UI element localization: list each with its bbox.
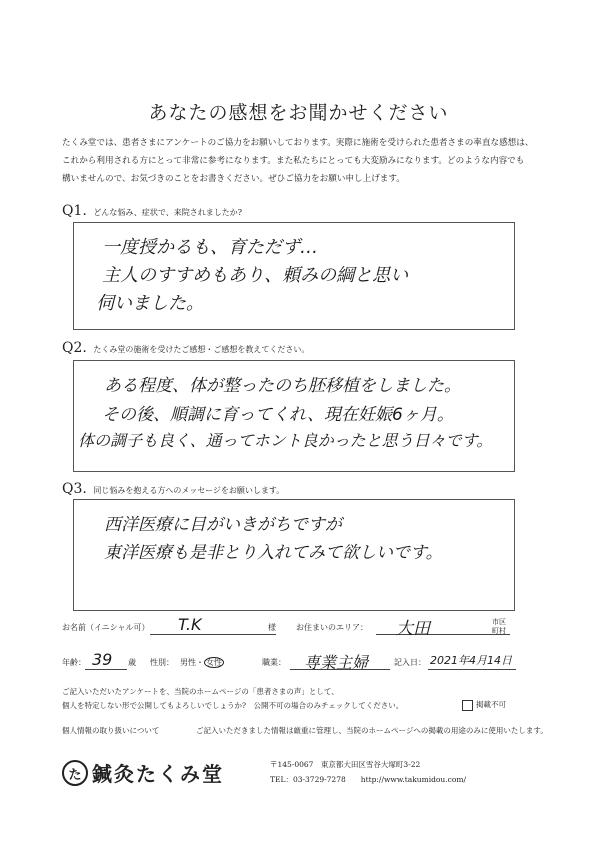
question-2	[62, 340, 309, 356]
answer-line: その後、順調に育ってくれ、現在妊娠6ヶ月。	[102, 405, 454, 425]
logo-mark: た	[68, 767, 82, 783]
date-value: 2021年4月14日	[430, 654, 512, 667]
no-publish-checkbox[interactable]	[462, 700, 473, 711]
age-label: 年齢：	[62, 658, 86, 667]
age-value: 39	[92, 650, 113, 669]
question-text: どんな悩み、症状で、来院されましたか?	[93, 208, 242, 217]
question-3	[62, 481, 284, 497]
question-1	[62, 203, 242, 219]
brand-logo-icon	[62, 760, 88, 786]
name-underline	[150, 634, 276, 635]
job-label: 職業：	[262, 658, 286, 667]
question-number: Q2.	[62, 340, 87, 356]
answer-box-2	[73, 360, 515, 472]
area-suffix: 市区町村	[492, 618, 506, 635]
privacy-text: ご記入いただきました情報は厳重に管理し、当院のホームページへの掲載の用途のみに使用いたします。	[196, 726, 548, 735]
answer-line: 一度授かるも、育ただず…	[102, 237, 318, 258]
consent-line: ご記入いただいたアンケートを、当院のホームページの「患者さまの声」として、	[62, 687, 339, 696]
privacy-heading: 個人情報の取り扱いについて	[62, 726, 160, 735]
intro-line: 構いませんので、お気づきのことをお書きください。ぜひご協力をお願い申し上げます。	[62, 174, 405, 184]
date-underline	[428, 669, 516, 670]
question-text: 同じ悩みを抱える方へのメッセージをお願いします。	[93, 486, 285, 495]
brand-name: 鍼灸たくみ堂	[92, 762, 224, 786]
answer-line: 伺いました。	[96, 293, 204, 314]
no-publish-option[interactable]	[462, 699, 506, 711]
date-label: 記入日：	[394, 658, 426, 667]
answer-box-3	[73, 499, 515, 611]
answer-line: 東洋医療も是非とり入れてみて欲しいです。	[104, 543, 443, 563]
age-unit: 歳	[128, 658, 136, 667]
area-value: 大田	[396, 619, 430, 639]
answer-line: 主人のすすめもあり、頼みの綱と思い	[102, 265, 409, 286]
intro-line: これから利用される方にとって非常に参考になります。また私たちにとっても大変励みになります。どのような内容でも	[62, 156, 525, 166]
question-text: たくみ堂の施術を受けたご感想・ご感想を教えてください。	[93, 345, 310, 354]
no-publish-label: 掲載不可	[476, 700, 506, 709]
consent-line: 個人を特定しない形で公開してもよろしいでしょうか? 公開不可の場合のみチェックしてください。	[62, 701, 404, 710]
gender-options	[180, 657, 224, 668]
name-value: T.K	[178, 615, 202, 634]
gender-label: 性別：	[150, 658, 174, 667]
footer-contact: TEL：03-3729-7278 http://www.takumidou.com/	[270, 775, 466, 784]
gender-female: 女性	[206, 658, 222, 667]
question-number: Q1.	[62, 203, 87, 219]
age-underline	[85, 669, 127, 670]
footer-address: 〒145-0067 東京都大田区雪谷大塚町3-22	[270, 760, 421, 769]
answer-line: ある程度、体が整ったのち胚移植をしました。	[104, 376, 461, 396]
gender-dot: ・	[196, 658, 204, 667]
job-value: 専業主婦	[304, 653, 369, 672]
answer-line: 体の調子も良く、通ってホント良かったと思う日々です。	[78, 431, 493, 450]
name-label: お名前（イニシャル可）	[62, 623, 150, 632]
gender-male: 男性	[180, 658, 196, 667]
intro-text	[62, 134, 542, 188]
honorific: 様	[268, 623, 276, 632]
answer-line: 西洋医療に目がいきがちですが	[104, 515, 342, 535]
page-title: あなたの感想をお聞かせください	[148, 102, 449, 124]
question-number: Q3.	[62, 481, 87, 497]
answer-box-1	[73, 222, 515, 330]
area-label: お住まいのエリア：	[296, 623, 368, 632]
intro-line: たくみ堂では、患者さまにアンケートのご協力をお願いしております。実際に施術を受けられた患者さまの率直な感想は、	[62, 138, 534, 148]
